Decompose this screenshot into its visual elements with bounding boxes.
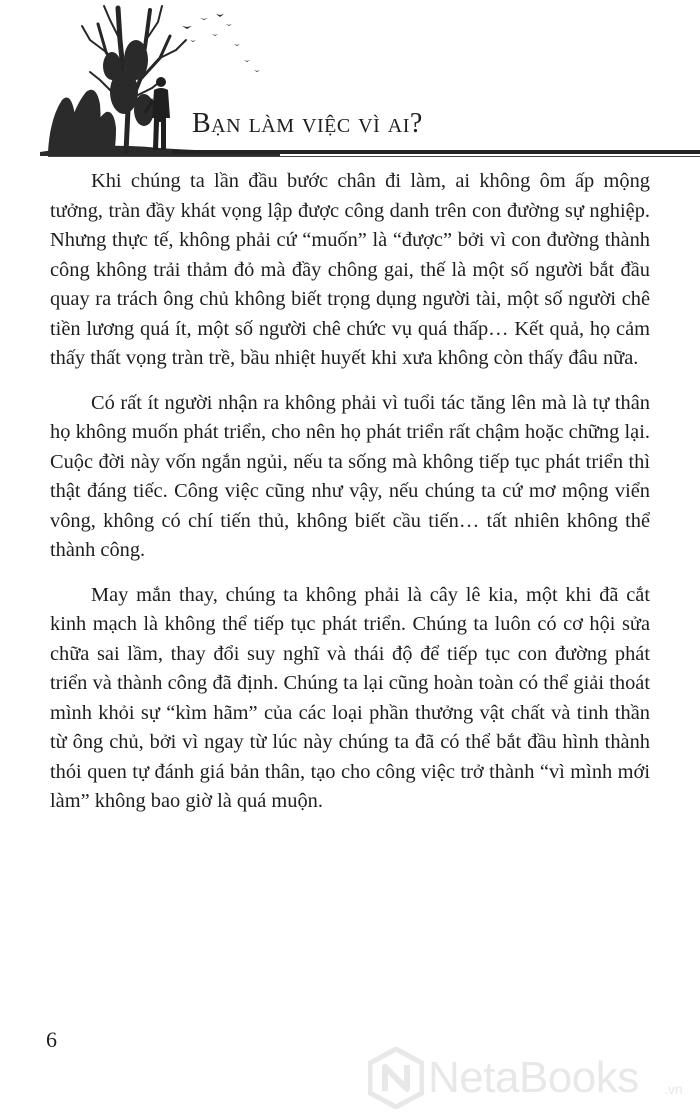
- chapter-title: [192, 108, 423, 140]
- watermark: [368, 1047, 698, 1109]
- paragraph: May mắn thay, chúng ta không phải là cây lê kia, một khi đã cắt kinh mạch là không thể tiếp tục phát triển. Chúng ta luôn có cơ hội sửa chữa sai lầm, thay đổi suy nghĩ và thái độ để tiếp tục con đường phát triển và thành công đã định. Chúng ta lại cũng hoàn toàn có thể giải thoát mình khỏi sự “kìm hãm” của các loại phần thưởng vật chất và tinh thần từ ông chủ, bởi vì ngay từ lúc này chúng ta đã có thể bắt đầu hình thành thói quen tự đánh giá bản thân, tạo cho công việc trở thành “vì mình mới làm” không bao giờ là quá muộn.: [50, 583, 650, 812]
- chapter-title-text: Bạn làm việc vì ai?: [192, 108, 423, 139]
- watermark-brand: NetaBooks: [428, 1053, 639, 1102]
- paragraph: Có rất ít người nhận ra không phải vì tuổi tác tăng lên mà là tự thân họ không muốn phát triển, cho nên họ phát triển rất chậm hoặc chững lại. Cuộc đời này vốn ngắn ngủi, nếu ta sống mà không tiếp tục phát triển thì thật đáng tiếc. Công việc cũng như vậy, nếu chúng ta cứ mơ mộng viển vông, không có chí tiến thủ, không biết cầu tiến… tất nhiên không thể thành công.: [50, 391, 650, 561]
- watermark-suffix: .vn: [664, 1081, 683, 1097]
- n-hexagon-logo-icon: [368, 1047, 424, 1109]
- body-text: [50, 167, 650, 832]
- header-rule-thin: [48, 156, 700, 157]
- paragraph: Khi chúng ta lần đầu bước chân đi làm, ai không ôm ấp mộng tưởng, tràn đầy khát vọng lập được công danh trên con đường sự nghiệp. Nhưng thực tế, không phải cứ “muốn” là “được” bởi vì con đường thành công không trải thảm đỏ mà đầy chông gai, thế là một số người bắt đầu quay ra trách ông chủ không biết trọng dụng người tài, một số người chê tiền lương quá ít, một số người chê chức vụ quá thấp… Kết quả, họ cảm thấy thất vọng tràn trề, bầu nhiệt huyết khi xưa không còn thấy đâu nữa.: [50, 170, 650, 369]
- header-rule: [172, 150, 700, 154]
- page-number: 6: [46, 1027, 57, 1052]
